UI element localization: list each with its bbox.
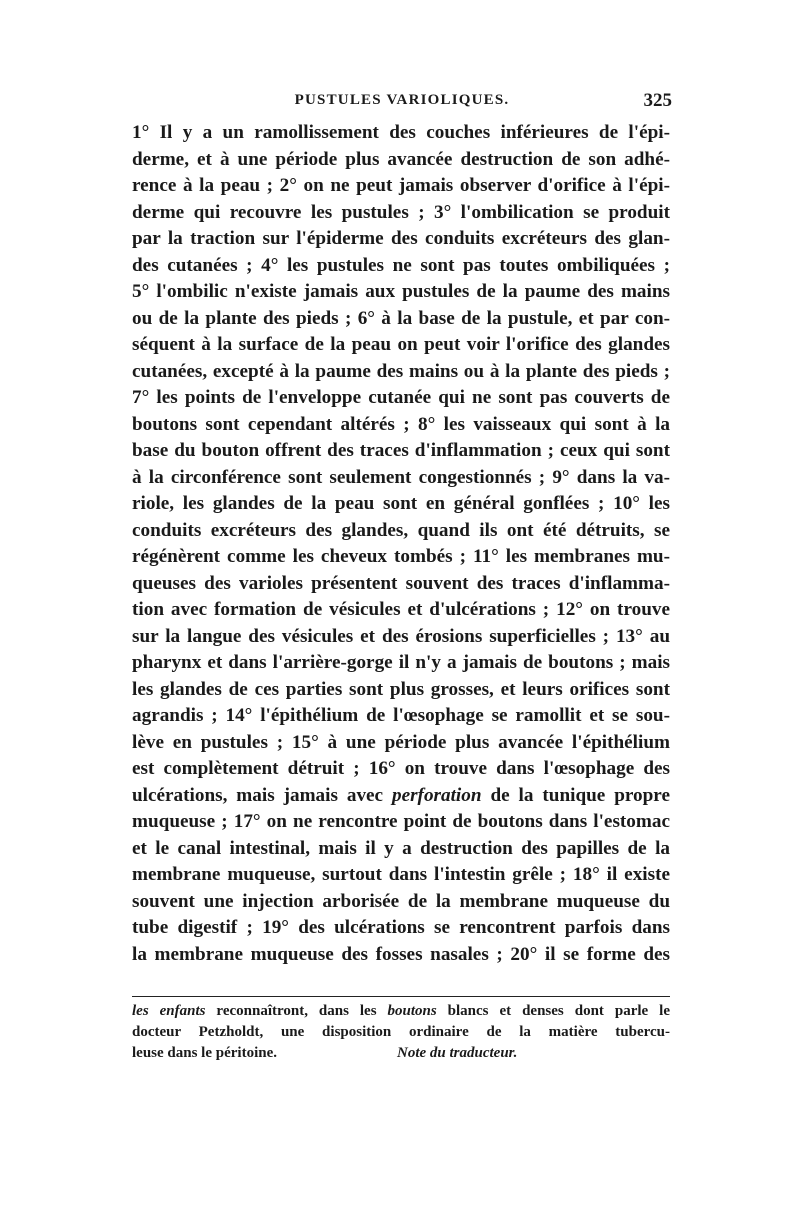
- text-line: est complètement détruit ; 16° on trouve dans l'œsophage des: [132, 758, 670, 779]
- footnote-italic: boutons: [387, 1003, 437, 1019]
- text-line: les glandes de ces parties sont plus grosses, et leurs orifices sont: [132, 678, 670, 700]
- text-line: et le canal intestinal, mais il y a destruction des papilles de la: [132, 837, 670, 859]
- text-line: boutons sont cependant altérés ; 8° les vaisseaux qui sont à la: [132, 413, 670, 435]
- text-line: base du bouton offrent des traces d'inflammation ; ceux qui sont: [132, 440, 670, 461]
- text-line: la membrane muqueuse des fosses nasales ; 20° il se forme des: [132, 943, 670, 965]
- text-line: derme, et à une période plus avancée destruction de son adhé-: [132, 148, 670, 170]
- text-line: conduits excréteurs des glandes, quand ils ont été détruits, se: [132, 519, 670, 541]
- text-line: 7° les points de l'enveloppe cutanée qui ne sont pas couverts de: [132, 387, 670, 408]
- text-line: séquent à la surface de la peau on peut voir l'orifice des glandes: [132, 334, 670, 355]
- text-line: des cutanées ; 4° les pustules ne sont pas toutes ombiliquées ;: [132, 254, 670, 276]
- text-line: muqueuse ; 17° on ne rencontre point de boutons dans l'estomac: [132, 811, 670, 832]
- text-line: agrandis ; 14° l'épithélium de l'œsophage se ramollit et se sou-: [132, 705, 670, 726]
- footnote-line: [132, 1001, 670, 1022]
- text-line: tube digestif ; 19° des ulcérations se rencontrent parfois dans: [132, 917, 670, 938]
- text-line: riole, les glandes de la peau sont en général gonflées ; 10° les: [132, 493, 670, 514]
- footnote-text: reconnaîtront, dans les: [205, 1003, 388, 1019]
- footnote-rule: [132, 996, 670, 997]
- text-line: ulcérations, mais jamais avec perforation de la tunique propre: [132, 784, 670, 806]
- text-line: derme qui recouvre les pustules ; 3° l'ombilication se produit: [132, 201, 670, 223]
- footnote-signature: Note du traducteur.: [397, 1045, 518, 1061]
- page-number: 325: [643, 90, 672, 111]
- text-line: 5° l'ombilic n'existe jamais aux pustules de la paume des mains: [132, 281, 670, 302]
- text-line: cutanées, excepté à la paume des mains ou à la plante des pieds ;: [132, 360, 670, 382]
- footnote-text: leuse dans le péritoine.: [132, 1045, 277, 1061]
- emphasis: perforation: [391, 784, 482, 806]
- text-line: membrane muqueuse, surtout dans l'intestin grêle ; 18° il existe: [132, 864, 670, 885]
- text-line: queuses des varioles présentent souvent des traces d'inflamma-: [132, 572, 670, 594]
- running-head: [132, 92, 672, 116]
- text-line: ou de la plante des pieds ; 6° à la base de la pustule, et par con-: [132, 307, 670, 329]
- text-line: pharynx et dans l'arrière-gorge il n'y a jamais de boutons ; mais: [132, 652, 670, 673]
- text-line: par la traction sur l'épiderme des conduits excréteurs des glan-: [132, 228, 670, 249]
- footnote-text: blancs et denses dont parle le: [436, 1003, 670, 1019]
- footnote: [132, 1001, 670, 1064]
- footnote-line: [132, 1043, 670, 1064]
- text-line: sur la langue des vésicules et des érosions superficielles ; 13° au: [132, 625, 670, 647]
- text-line: régénèrent comme les cheveux tombés ; 11° les membranes mu-: [132, 546, 670, 567]
- text-line: 1° Il y a un ramollissement des couches inférieures de l'épi-: [132, 122, 670, 143]
- footnote-italic: les enfants: [132, 1003, 206, 1019]
- text-line: tion avec formation de vésicules et d'ulcérations ; 12° on trouve: [132, 599, 670, 620]
- running-title: PUSTULES VARIOLIQUES.: [294, 92, 510, 108]
- body-text: [132, 120, 670, 968]
- text-line: à la circonférence sont seulement congestionnés ; 9° dans la va-: [132, 466, 670, 488]
- footnote-line: docteur Petzholdt, une disposition ordinaire de la matière tubercu-: [132, 1024, 670, 1040]
- text-line: lève en pustules ; 15° à une période plus avancée l'épithélium: [132, 731, 670, 753]
- text-line: souvent une injection arborisée de la membrane muqueuse du: [132, 890, 670, 912]
- text-line: rence à la peau ; 2° on ne peut jamais observer d'orifice à l'épi-: [132, 175, 670, 196]
